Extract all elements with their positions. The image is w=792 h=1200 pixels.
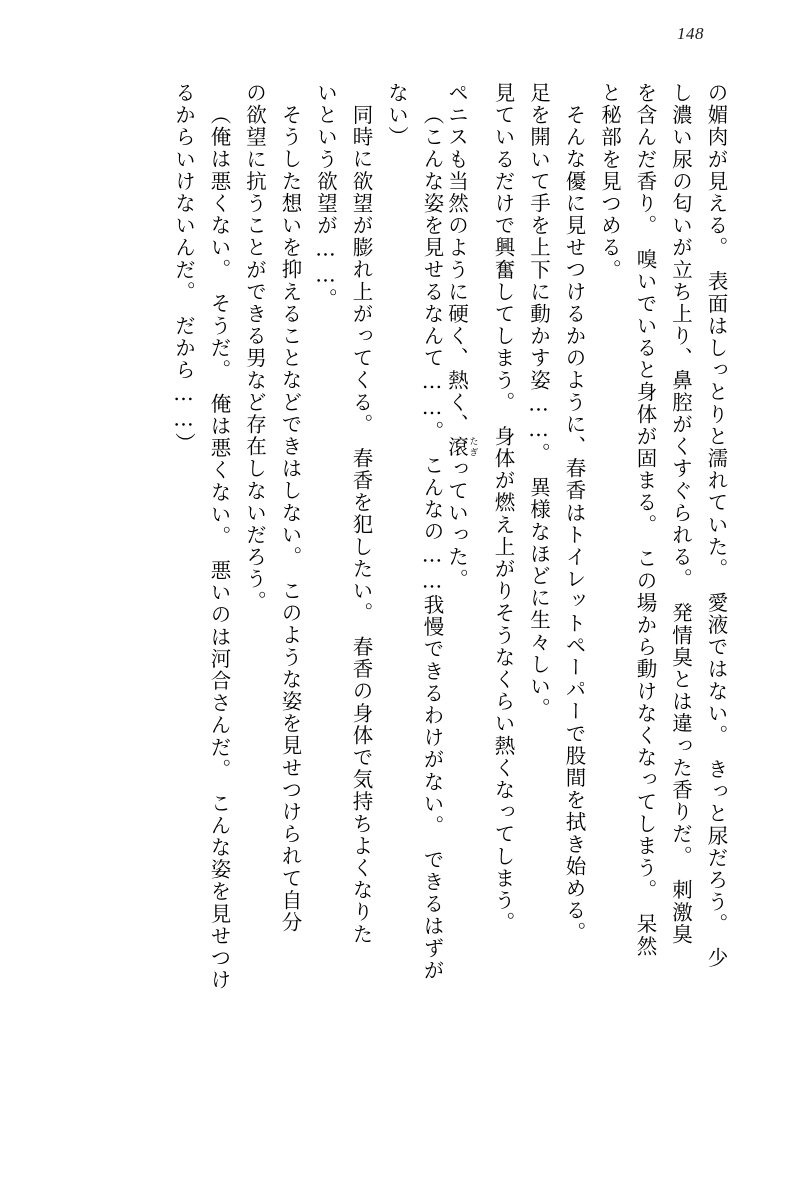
text-column: いという欲望が……。 (313, 82, 338, 310)
text-column: し濃い尿の匂いが立ち上り、鼻腔がくすぐられる。 発情臭とは違った香りだ。 刺激臭 (668, 82, 693, 946)
text-column: （俺は悪くない。 そうだ。 俺は悪くない。 悪いのは河合さんだ。 こんな姿を見せつけ (207, 104, 231, 992)
text-column: と秘部を見つめる。 (597, 82, 622, 281)
page-number: 148 (677, 24, 704, 43)
text-column: 同時に欲望が膨れ上がってくる。 春香を犯したい。 春香の身体で気持ちよくなりた (349, 104, 373, 946)
text-column: ない） (384, 82, 409, 149)
text-column: そうした想いを抑えることなどできはしない。 このような姿を見せつけられて自分 (278, 104, 302, 934)
text-column: るからいけないんだ。 だから……） (171, 82, 196, 455)
text-column: （こんな姿を見せるなんて……。 こんなの……我慢できるわけがない。 できるはずが (420, 104, 444, 982)
text-column: 足を開いて手を上下に動かす姿……。 異様なほどに生々しい。 (526, 82, 551, 720)
text-column: ペニスも当然のように硬く、熱く、滾 たぎっていった。 (444, 82, 478, 591)
text-column: そんな優に見せつけるかのように、春香はトイレットペーパーで股間を拭き始める。 (562, 104, 586, 944)
text-column: 見ているだけで興奮してしまう。 身体が燃え上がりそうなくらい熱くなってしまう。 (491, 82, 515, 934)
text-column: を含んだ香り。 嗅いでいると身体が固まる。 この場から動けなくなってしまう。 呆然 (633, 82, 657, 958)
text-column: の媚肉が見える。 表面はしっとりと濡れていた。 愛液ではない。 きっと尿だろう。 少 (704, 82, 728, 970)
text-column: の欲望に抗うことができる男など存在しないだろう。 (242, 82, 267, 613)
vertical-text-block (66, 82, 726, 1142)
